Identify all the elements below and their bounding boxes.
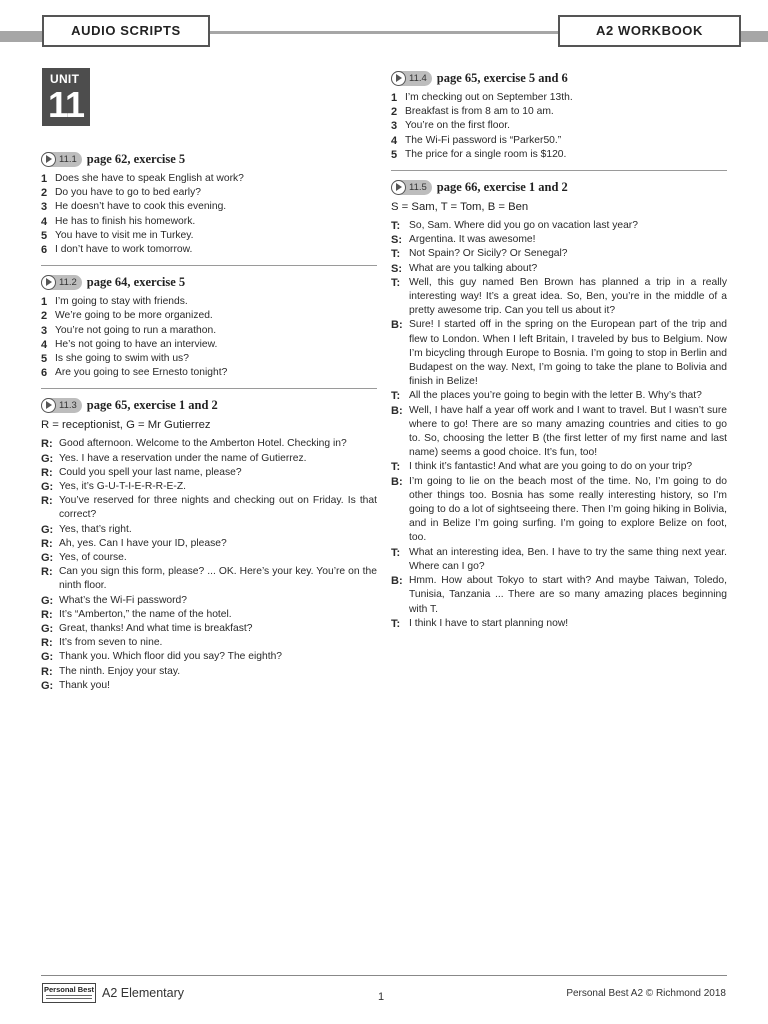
speaker-label: G: <box>41 623 54 636</box>
speaker-label: B: <box>391 575 403 588</box>
line-number: 6 <box>41 367 48 380</box>
section-11-2 <box>41 273 377 380</box>
dialogue-line <box>41 636 377 650</box>
speaker-label: G: <box>41 552 54 565</box>
section-11-4 <box>391 69 727 162</box>
section-11-5 <box>391 178 727 631</box>
speaker-label: G: <box>41 679 54 692</box>
header-band-left <box>0 31 44 42</box>
line-text: Thank you. Which floor did you say? The eighth? <box>59 651 283 663</box>
line-text: Ah, yes. Can I have your ID, please? <box>59 537 227 549</box>
line-number: 5 <box>41 353 48 366</box>
speaker-label: B: <box>391 475 403 488</box>
numbered-line <box>391 91 727 105</box>
dialogue-line <box>41 437 377 451</box>
line-text: I think it’s fantastic! And what are you going to do on your trip? <box>409 461 693 473</box>
speaker-label: G: <box>41 481 54 494</box>
line-text: Hmm. How about Tokyo to start with? And maybe Taiwan, Toledo, Tunisia, Tanzania ... There are so many amazing places beginning with T. <box>409 575 727 615</box>
unit-number: 11 <box>48 84 85 125</box>
line-number: 4 <box>41 215 48 228</box>
line-text: What an interesting idea, Ben. I have to try the same thing next year. Where can I go? <box>409 546 727 572</box>
line-list <box>41 172 377 257</box>
line-text: I think I have to start planning now! <box>409 617 569 629</box>
dialogue-line <box>391 404 727 461</box>
line-number: 6 <box>41 244 48 257</box>
speaker-label: S: <box>391 234 402 247</box>
speaker-label: B: <box>391 404 403 417</box>
speaker-label: G: <box>41 594 54 607</box>
dialogue-line <box>391 262 727 276</box>
numbered-line <box>391 119 727 133</box>
numbered-line <box>41 215 377 229</box>
speaker-legend: R = receptionist, G = Mr Gutierrez <box>41 419 211 432</box>
line-text: Well, I have half a year off work and I want to travel. But I wasn’t sure where to go! There are so many amazing countries and cities to go to. So, choosing the letter B (the first letter of my first name and last name) seems a good choice. It’s fun, too! <box>409 404 727 459</box>
right-column <box>391 69 727 631</box>
line-text: I’m checking out on September 13th. <box>405 92 573 103</box>
numbered-line <box>41 366 377 380</box>
footer-level: A2 Elementary <box>102 986 184 1000</box>
line-text: Great, thanks! And what time is breakfast? <box>59 623 253 635</box>
line-text: You’re on the first floor. <box>405 120 510 132</box>
audio-badge <box>391 71 432 86</box>
line-text: It’s “Amberton,” the name of the hotel. <box>59 608 232 620</box>
line-text: Does she have to speak English at work? <box>55 173 244 184</box>
line-number: 4 <box>391 134 398 147</box>
section-title: page 65, exercise 5 and 6 <box>436 70 568 85</box>
line-text: Can you sign this form, please? ... OK. Here’s your key. You’re on the ninth floor. <box>59 566 377 592</box>
unit-box <box>42 68 90 126</box>
dialogue-line <box>41 608 377 622</box>
personal-best-logo <box>42 983 96 1003</box>
line-list <box>41 295 377 380</box>
section-title: page 65, exercise 1 and 2 <box>86 397 218 412</box>
line-text: Is she going to swim with us? <box>55 353 189 365</box>
line-text: We’re going to be more organized. <box>55 310 213 322</box>
header-workbook: A2 WORKBOOK <box>558 15 741 47</box>
track-number: 11.4 <box>409 72 427 84</box>
dialogue-line <box>391 574 727 617</box>
track-number: 11.5 <box>409 181 427 193</box>
line-text: Could you spell your last name, please? <box>59 466 242 478</box>
dialogue-line <box>391 546 727 574</box>
speaker-label: R: <box>41 537 53 550</box>
dialogue-list <box>391 219 727 631</box>
line-text: All the places you’re going to begin with the letter B. Why’s that? <box>409 390 702 402</box>
speaker-label: S: <box>391 262 402 275</box>
line-number: 4 <box>41 338 48 351</box>
dialogue-line <box>391 617 727 631</box>
dialogue-line <box>41 466 377 480</box>
numbered-line <box>41 172 377 186</box>
numbered-line <box>41 309 377 323</box>
line-text: Sure! I started off in the spring on the European part of the trip and flew to London. When I left Britain, I traveled by bus to Belgium. Now I’m bicycling through Europe to Bosnia. I’m going to stop in Berlin and Budapest on the way. Next, I’m going to take the plane to Bolivia and finish in Belize! <box>409 319 727 388</box>
line-text: I’m going to stay with friends. <box>55 296 188 308</box>
numbered-line <box>41 186 377 200</box>
section-divider <box>391 170 727 171</box>
track-number: 11.3 <box>59 399 77 411</box>
numbered-line <box>41 243 377 257</box>
section-title: page 66, exercise 1 and 2 <box>436 179 568 194</box>
numbered-line <box>391 105 727 119</box>
line-text: Argentina. It was awesome! <box>409 234 536 246</box>
section-heading <box>41 150 377 168</box>
line-text: The ninth. Enjoy your stay. <box>59 665 181 677</box>
speaker-label: T: <box>391 617 401 630</box>
section-11-1 <box>41 150 377 257</box>
dialogue-line <box>391 460 727 474</box>
speaker-label: G: <box>41 452 54 465</box>
line-text: Yes, of course. <box>59 552 127 564</box>
play-icon <box>391 71 406 86</box>
speaker-label: T: <box>391 390 401 403</box>
line-number: 3 <box>391 120 398 133</box>
page-number: 1 <box>378 991 385 1003</box>
dialogue-line <box>41 594 377 608</box>
dialogue-line <box>41 551 377 565</box>
speaker-label: R: <box>41 495 53 508</box>
dialogue-line <box>391 247 727 261</box>
speaker-label: T: <box>391 546 401 559</box>
dialogue-line <box>41 679 377 693</box>
numbered-line <box>391 134 727 148</box>
dialogue-list <box>41 437 377 693</box>
numbered-line <box>391 148 727 162</box>
footer-rule <box>41 975 727 976</box>
speaker-label: R: <box>41 466 53 479</box>
line-text: You have to visit me in Turkey. <box>55 229 194 241</box>
dialogue-line <box>391 219 727 233</box>
line-text: Not Spain? Or Sicily? Or Senegal? <box>409 248 568 260</box>
numbered-line <box>41 229 377 243</box>
dialogue-line <box>41 537 377 551</box>
dialogue-line <box>391 233 727 247</box>
dialogue-line <box>41 650 377 664</box>
speaker-legend: S = Sam, T = Tom, B = Ben <box>391 201 529 214</box>
numbered-line <box>41 295 377 309</box>
line-text: Good afternoon. Welcome to the Amberton Hotel. Checking in? <box>59 438 347 450</box>
line-text: I’m going to lie on the beach most of the time. No, I’m going to do other things too. Bosnia has some really interesting history, so I’m going to do a lot of sightseeing there. Then I’m going hiking in Bolivia, and in Belize I’m going surfing. I’m going to explore Belize on foot, too. <box>409 475 727 544</box>
dialogue-line <box>41 480 377 494</box>
line-number: 3 <box>41 324 48 337</box>
section-divider <box>41 265 377 266</box>
line-text: What are you talking about? <box>409 262 538 274</box>
footer-copyright: Personal Best A2 © Richmond 2018 <box>566 988 726 999</box>
unit-label: UNIT <box>50 72 80 86</box>
speaker-label: G: <box>41 651 54 664</box>
numbered-line <box>41 338 377 352</box>
play-icon <box>41 275 56 290</box>
line-text: I don’t have to work tomorrow. <box>55 244 193 256</box>
dialogue-line <box>41 565 377 593</box>
section-title: page 62, exercise 5 <box>86 151 186 166</box>
left-column <box>41 150 377 693</box>
audio-badge <box>391 180 432 195</box>
section-title: page 64, exercise 5 <box>86 274 186 289</box>
line-text: Yes. I have a reservation under the name of Gutierrez. <box>59 452 307 464</box>
line-number: 2 <box>391 106 398 119</box>
speaker-label: R: <box>41 566 53 579</box>
dialogue-line <box>391 475 727 546</box>
line-text: It’s from seven to nine. <box>59 637 163 649</box>
section-divider <box>41 388 377 389</box>
logo-text: Personal Best <box>43 985 95 994</box>
audio-badge <box>41 398 82 413</box>
line-list <box>391 91 727 162</box>
section-11-3 <box>41 396 377 693</box>
dialogue-line <box>41 452 377 466</box>
line-number: 3 <box>41 201 48 214</box>
dialogue-line <box>391 389 727 403</box>
speaker-label: T: <box>391 220 401 233</box>
section-heading <box>391 69 727 87</box>
line-text: He doesn’t have to cook this evening. <box>55 201 227 213</box>
track-number: 11.2 <box>59 276 77 288</box>
line-number: 5 <box>41 229 48 242</box>
line-text: Yes, it’s G-U-T-I-E-R-R-E-Z. <box>59 481 186 493</box>
section-heading <box>391 178 727 196</box>
line-number: 2 <box>41 310 48 323</box>
track-number: 11.1 <box>59 153 77 165</box>
speaker-label: T: <box>391 248 401 261</box>
play-icon <box>41 398 56 413</box>
numbered-line <box>41 352 377 366</box>
dialogue-line <box>41 494 377 522</box>
logo-bars <box>46 995 92 999</box>
speaker-label: B: <box>391 319 403 332</box>
numbered-line <box>41 324 377 338</box>
line-text: Thank you! <box>59 679 110 691</box>
header-audio-scripts: AUDIO SCRIPTS <box>42 15 210 47</box>
header-band-right <box>740 31 768 42</box>
speaker-label: R: <box>41 665 53 678</box>
line-text: You’re not going to run a marathon. <box>55 324 217 336</box>
audio-badge <box>41 152 82 167</box>
numbered-line <box>41 200 377 214</box>
line-number: 5 <box>391 148 398 161</box>
line-number: 1 <box>391 92 398 104</box>
line-text: Well, this guy named Ben Brown has planned a trip in a really interesting way! It’s a great idea. So, Ben, you’re in the middle of a pretty awesome trip. Can you tell us about it? <box>409 276 727 317</box>
speaker-label: R: <box>41 637 53 650</box>
play-icon <box>391 180 406 195</box>
line-text: The Wi-Fi password is “Parker50.” <box>405 134 562 146</box>
speaker-label: T: <box>391 461 401 474</box>
speaker-label: R: <box>41 438 53 451</box>
line-text: Are you going to see Ernesto tonight? <box>55 367 228 379</box>
dialogue-line <box>391 318 727 389</box>
speaker-label: R: <box>41 608 53 621</box>
line-text: He has to finish his homework. <box>55 215 196 227</box>
line-text: Breakfast is from 8 am to 10 am. <box>405 106 554 118</box>
line-text: Do you have to go to bed early? <box>55 187 201 199</box>
section-heading <box>41 396 377 414</box>
dialogue-line <box>41 622 377 636</box>
line-number: 2 <box>41 187 48 200</box>
line-text: Yes, that’s right. <box>59 523 132 535</box>
line-text: So, Sam. Where did you go on vacation last year? <box>409 220 638 232</box>
line-text: What’s the Wi-Fi password? <box>59 594 187 606</box>
speaker-label: T: <box>391 276 401 289</box>
play-icon <box>41 152 56 167</box>
speaker-label: G: <box>41 523 54 536</box>
line-text: You’ve reserved for three nights and checking out on Friday. Is that correct? <box>59 495 377 521</box>
dialogue-line <box>41 523 377 537</box>
line-text: He’s not going to have an interview. <box>55 338 218 350</box>
section-heading <box>41 273 377 291</box>
audio-badge <box>41 275 82 290</box>
line-number: 1 <box>41 173 48 185</box>
dialogue-line <box>391 276 727 319</box>
dialogue-line <box>41 665 377 679</box>
line-number: 1 <box>41 296 48 309</box>
line-text: The price for a single room is $120. <box>405 148 567 160</box>
header-rule <box>210 31 558 34</box>
